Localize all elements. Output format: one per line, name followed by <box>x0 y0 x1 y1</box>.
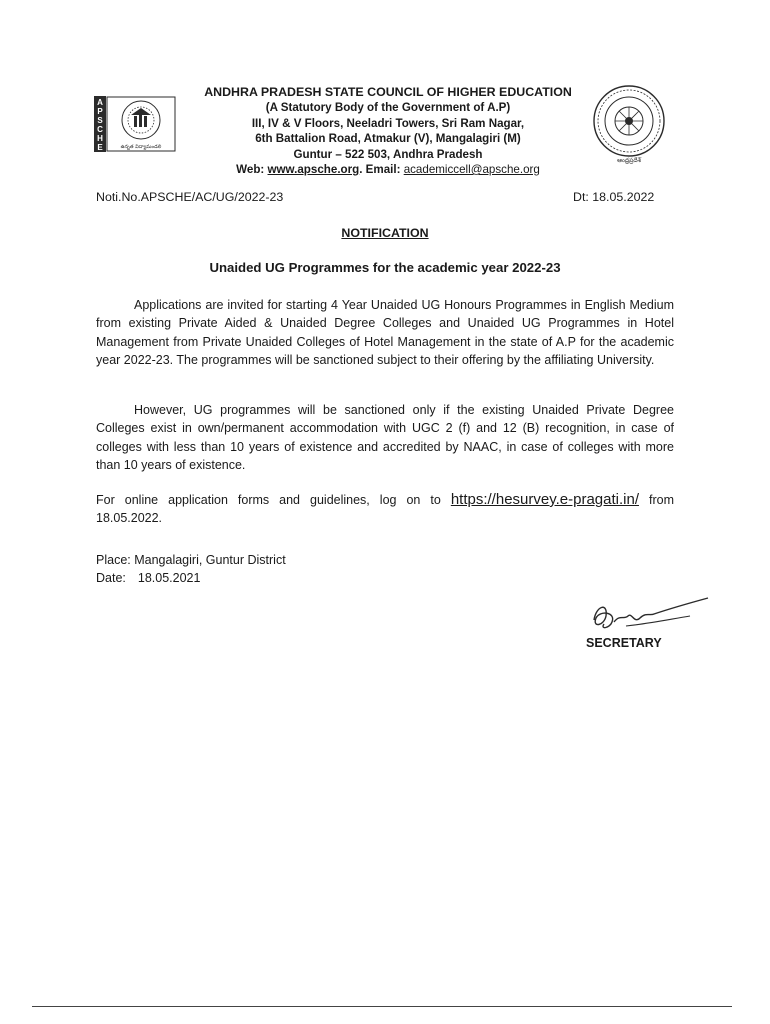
place-label: Place: <box>96 553 131 567</box>
logo-vertical-letter: H <box>97 134 103 143</box>
org-name: ANDHRA PRADESH STATE COUNCIL OF HIGHER EDUCATION <box>204 85 572 99</box>
address-line-1: III, IV & V Floors, Neeladri Towers, Sri Ram Nagar, <box>251 116 525 130</box>
logo-motto: ఉన్నత విద్యామండలి <box>120 144 162 150</box>
notification-subject: Unaided UG Programmes for the academic year 2022-23 <box>209 260 561 275</box>
footer-divider <box>32 1006 732 1007</box>
address-line-2: 6th Battalion Road, Atmakur (V), Mangalagiri (M) <box>255 132 521 146</box>
online-text-suffix: from 18.05.2022. <box>96 493 674 526</box>
signatory-designation: SECRETARY <box>586 636 662 650</box>
ap-government-emblem-icon <box>592 84 666 164</box>
online-text-prefix: For online application forms and guidelines, log on to <box>96 493 451 507</box>
signature-icon <box>586 590 712 638</box>
email-label: . Email: <box>359 163 404 177</box>
logo-vertical-letter: C <box>97 125 103 134</box>
contact-line <box>180 162 596 177</box>
website-link[interactable]: www.apsche.org <box>267 163 360 177</box>
place-date-block <box>96 551 286 588</box>
place-value: Mangalagiri, Guntur District <box>134 553 286 567</box>
paragraph-applications: Applications are invited for starting 4 Year Unaided UG Honours Programmes in English Medium from existing Private Aided & Unaided Degree Colleges and Unaided UG Programmes in Hotel Management from Private Unaided Colleges of Hotel Management in the state of A.P for the academic year 2022-23. The programmes will be sanctioned subject to their offering by the affiliating University. <box>96 298 674 368</box>
logo-vertical-letter: S <box>97 116 103 125</box>
paragraph-eligibility: However, UG programmes will be sanctioned only if the existing Unaided Private Degree Colleges exist in own/permanent accommodation with UGC 2 (f) and 12 (B) recognition, in case of colleges with less than 10 years of existence and accredited by NAAC, in case of colleges with more than 10 years of existence. <box>96 403 674 473</box>
logo-vertical-letter: A <box>97 98 103 107</box>
apsche-logo-icon <box>94 96 176 152</box>
logo-vertical-letter: P <box>97 107 103 116</box>
date-value: 18.05.2021 <box>137 571 201 586</box>
web-label: Web: <box>236 163 268 177</box>
paragraph-online-application <box>96 491 674 528</box>
logo-vertical-letter: E <box>97 143 103 152</box>
emblem-label: ఆంధ్రప్రదేశ్ <box>617 157 641 164</box>
notification-number: Noti.No.APSCHE/AC/UG/2022-23 <box>96 190 284 204</box>
address-line-3: Guntur – 522 503, Andhra Pradesh <box>293 147 483 161</box>
place-row <box>96 551 286 569</box>
date-label: Date: <box>96 571 126 586</box>
letterhead <box>180 85 596 177</box>
org-status: (A Statutory Body of the Government of A.P) <box>265 101 511 115</box>
portal-link[interactable]: https://hesurvey.e-pragati.in/ <box>450 491 639 508</box>
notification-date: Dt: 18.05.2022 <box>573 190 655 204</box>
email-link[interactable]: academiccell@apsche.org <box>403 163 540 177</box>
date-row <box>96 569 286 587</box>
notification-heading: NOTIFICATION <box>341 226 429 240</box>
